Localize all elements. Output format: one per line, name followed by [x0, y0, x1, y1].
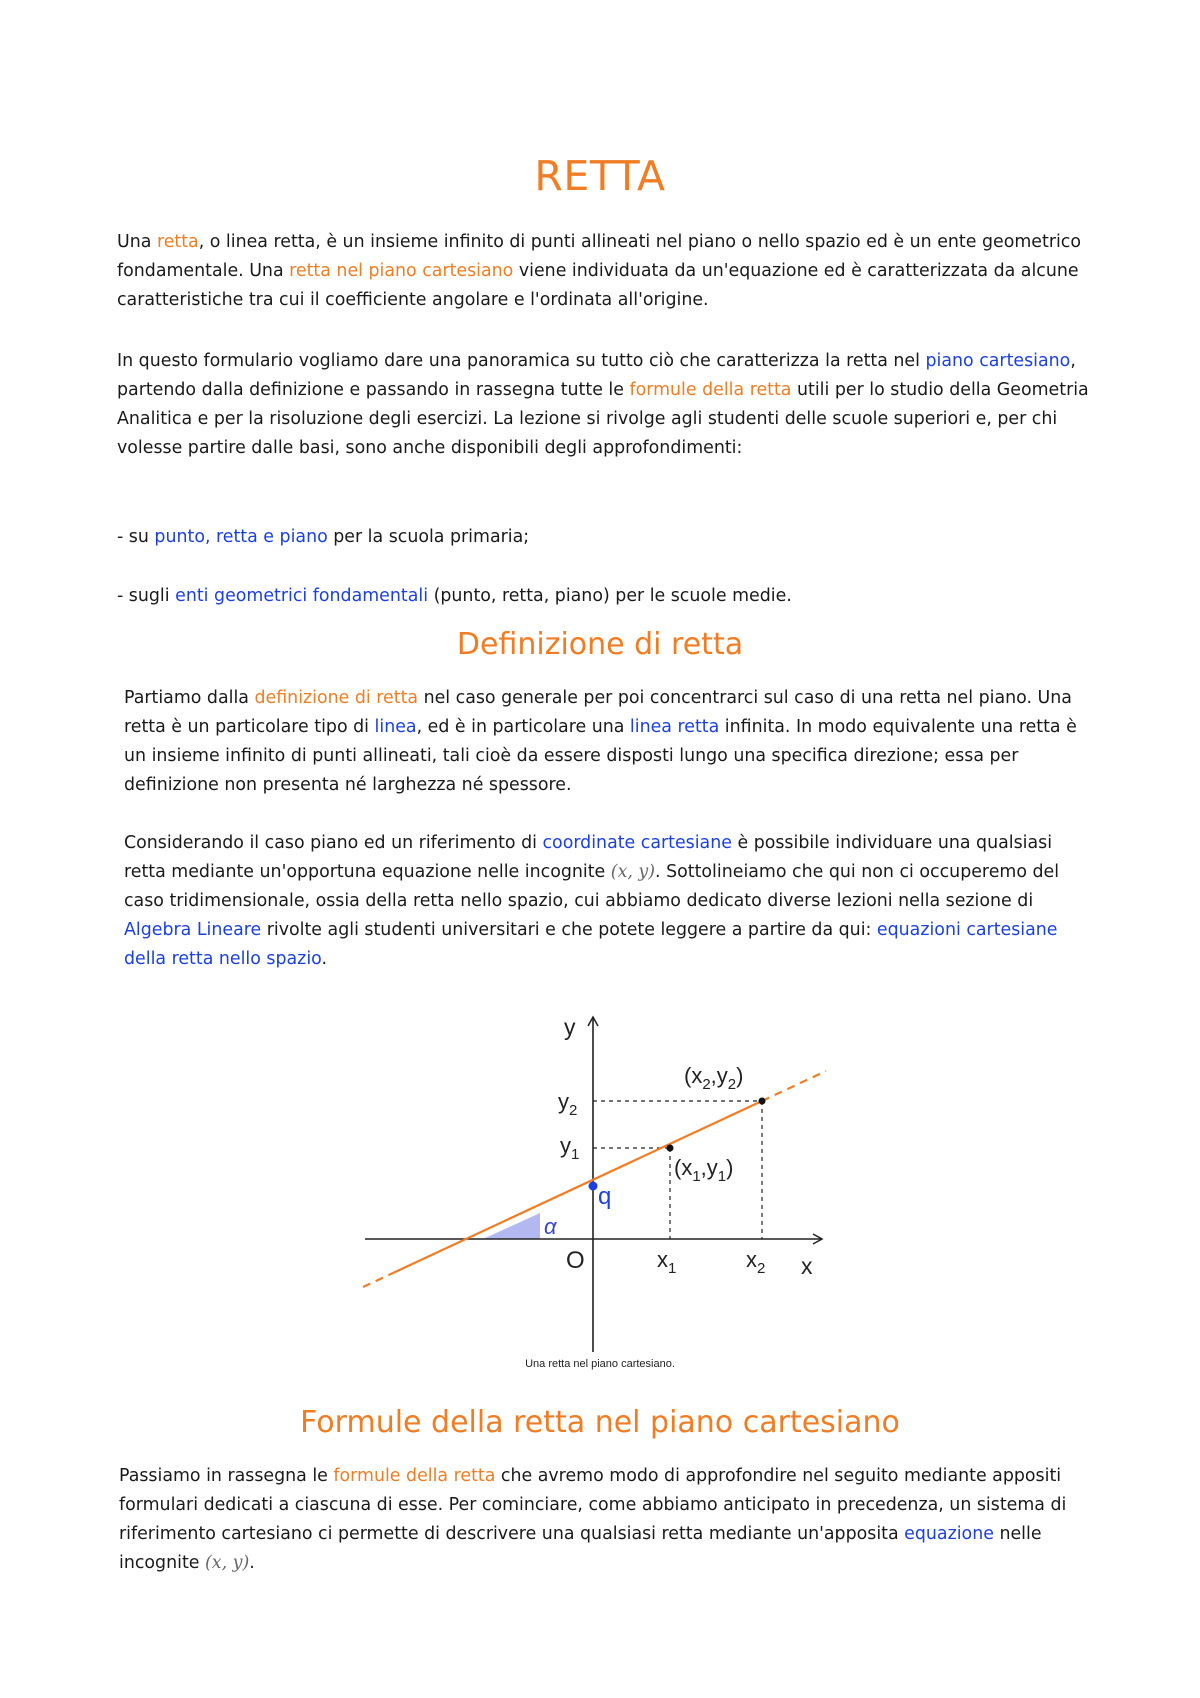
link-retta-piano-cartesiano[interactable]: retta nel piano cartesiano [289, 261, 514, 281]
list-item-medie: - sugli enti geometrici fondamentali (punto, retta, piano) per le scuole medie. [117, 586, 792, 606]
link-coordinate-cartesiane[interactable]: coordinate cartesiane [542, 833, 732, 853]
intro-paragraph-2: In questo formulario vogliamo dare una panoramica su tutto ciò che caratterizza la retta nel piano cartesiano, partendo dalla definizione e passando in rassegna tutte le formule della retta utili per lo studio della Geometria Analitica e per la risoluzione degli esercizi. La lezione si rivolge agli studenti delle scuole superiori e, per chi volesse partire dalle basi, sono anche disponibili degli approfondimenti: [117, 351, 1089, 458]
label-origin: O [566, 1247, 585, 1274]
formule-paragraph-1: Passiamo in rassegna le formule della retta che avremo modo di approfondire nel seguito mediante appositi formulari dedicati a ciascuna di esse. Per cominciare, come abbiamo anticipato in precedenza, un sistema di riferimento cartesiano ci permette di descrivere una qualsiasi retta mediante un'apposita equazione nelle incognite (x, y). [119, 1466, 1067, 1573]
list-item-primaria: - su punto, retta e piano per la scuola primaria; [117, 527, 530, 547]
link-piano-cartesiano[interactable]: piano cartesiano [925, 351, 1071, 371]
page-title: RETTA [534, 152, 666, 200]
link-linea[interactable]: linea [374, 717, 417, 737]
label-angle: α [544, 1214, 557, 1239]
label-y1: $y_1$ [560, 1133, 580, 1163]
retta-line-dash-left [363, 1273, 393, 1287]
label-point-1: $(x_1,y_1)$ [674, 1155, 734, 1185]
label-intercept: q [598, 1183, 612, 1210]
point-2 [759, 1098, 766, 1105]
link-equazione[interactable]: equazione [904, 1524, 994, 1544]
link-formule-della-retta[interactable]: formule della retta [333, 1466, 496, 1486]
figure-caption: Una retta nel piano cartesiano. [525, 1358, 675, 1370]
math-xy: (x, y) [610, 862, 656, 882]
retta-line-dash-right [762, 1071, 826, 1101]
label-y2: $y_2$ [558, 1089, 578, 1119]
label-x2: $x_2$ [746, 1247, 766, 1277]
section-heading-formule: Formule della retta nel piano cartesiano [300, 1405, 900, 1440]
definition-paragraph-2: Considerando il caso piano ed un riferimento di coordinate cartesiane è possibile individuare una qualsiasi retta mediante un'opportuna equazione nelle incognite (x, y). Sottolineiamo che qui non ci occuperemo del caso tridimensionale, ossia della retta nello spazio, cui abbiamo dedicato diverse lezioni nella sezione di Algebra Lineare rivolte agli studenti universitari e che potete leggere a partire da qui: equazioni cartesiane della retta nello spazio. [124, 833, 1060, 969]
label-y-axis: y [564, 1014, 576, 1040]
link-retta[interactable]: retta [156, 232, 199, 252]
section-heading-definizione: Definizione di retta [456, 627, 744, 662]
link-definizione-retta[interactable]: definizione di retta [254, 688, 419, 708]
definition-paragraph-1: Partiamo dalla definizione di retta nel caso generale per poi concentrarci sul caso di una retta nel piano. Una retta è un particolare tipo di linea, ed è in particolare una linea retta infinita. In modo equivalente una retta è un insieme infinito di punti allineati, tali cioè da essere disposti lungo una specifica direzione; essa per definizione non presenta né larghezza né spessore. [124, 688, 1077, 795]
link-formule-retta[interactable]: formule della retta [629, 380, 792, 400]
math-xy-2: (x, y) [205, 1553, 250, 1573]
point-intercept [589, 1182, 598, 1191]
link-algebra-lineare[interactable]: Algebra Lineare [124, 920, 262, 940]
label-x1: $x_1$ [657, 1247, 677, 1277]
point-1 [667, 1145, 674, 1152]
link-equazioni-retta-spazio[interactable]: equazioni cartesiane della retta nello spazio [124, 920, 1058, 969]
intro-paragraph-1: Una retta, o linea retta, è un insieme infinito di punti allineati nel piano o nello spazio ed è un ente geometrico fondamentale. Una retta nel piano cartesiano viene individuata da un'equazione ed è caratterizzata da alcune caratteristiche tra cui il coefficiente angolare e l'ordinata all'origine. [117, 232, 1081, 310]
link-punto-retta-piano[interactable]: punto, retta e piano [154, 527, 328, 547]
label-x-axis: x [801, 1253, 813, 1279]
label-point-2: $(x_2,y_2)$ [684, 1063, 744, 1093]
link-enti-geometrici[interactable]: enti geometrici fondamentali [175, 586, 429, 606]
link-linea-retta[interactable]: linea retta [629, 717, 720, 737]
